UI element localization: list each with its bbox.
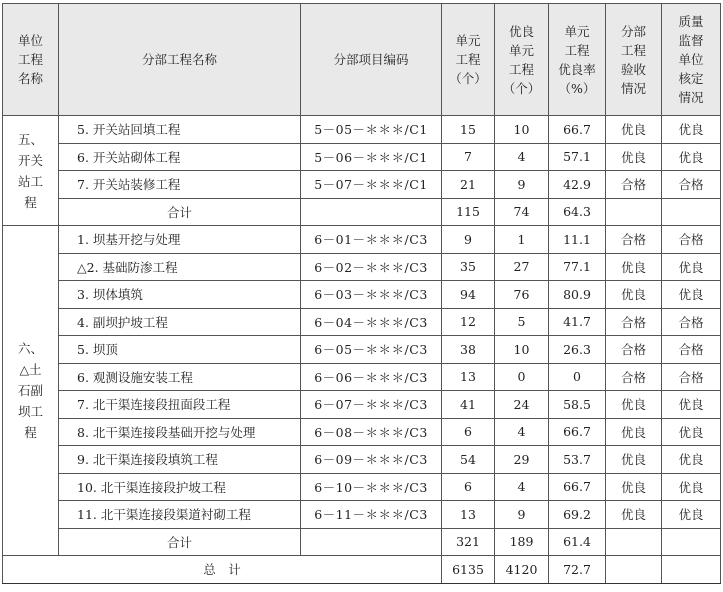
supervision: 合格 [662,336,721,364]
part-name: △2. 基础防渗工程 [59,253,301,281]
part-name: 9. 北干渠连接段填筑工程 [59,446,301,474]
supervision: 合格 [662,171,721,199]
header-part-code: 分部项目编码 [301,4,442,116]
good-rate: 57.1 [549,143,606,171]
good-count: 29 [495,446,549,474]
acceptance: 优良 [606,446,662,474]
supervision: 合格 [662,226,721,254]
subtotal-label: 合计 [59,198,301,226]
unit-count: 38 [442,336,495,364]
good-rate: 66.7 [549,418,606,446]
good-count: 24 [495,391,549,419]
header-good-count: 优良 单元 工程 （个） [495,4,549,116]
part-name: 5. 坝顶 [59,336,301,364]
total-row [3,556,721,584]
header-part-name: 分部工程名称 [59,4,301,116]
subtotal-label: 合计 [59,528,301,556]
acceptance: 优良 [606,143,662,171]
unit-count: 41 [442,391,495,419]
good-count: 4 [495,418,549,446]
part-code: 6－08－＊＊＊/C3 [301,418,442,446]
total-acceptance [606,556,662,584]
part-code: 6－06－＊＊＊/C3 [301,363,442,391]
supervision: 优良 [662,391,721,419]
unit-count: 12 [442,308,495,336]
subtotal-row [3,528,721,556]
part-name: 10. 北干渠连接段护坡工程 [59,473,301,501]
part-name: 7. 北干渠连接段扭面段工程 [59,391,301,419]
table-row [3,116,721,144]
unit-count: 54 [442,446,495,474]
acceptance: 合格 [606,363,662,391]
part-code: 5－05－＊＊＊/C1 [301,116,442,144]
unit-project-label: 五、 开关 站工 程 [17,131,43,210]
good-rate: 58.5 [549,391,606,419]
good-count: 76 [495,281,549,309]
good-rate: 69.2 [549,501,606,529]
acceptance: 合格 [606,336,662,364]
good-count: 4 [495,143,549,171]
total-count: 6135 [442,556,495,584]
good-rate: 41.7 [549,308,606,336]
header-good-rate: 单元 工程 优良率 （%） [549,4,606,116]
subtotal-good: 74 [495,198,549,226]
good-rate: 66.7 [549,473,606,501]
part-name: 8. 北干渠连接段基础开挖与处理 [59,418,301,446]
good-count: 27 [495,253,549,281]
part-code: 6－05－＊＊＊/C3 [301,336,442,364]
acceptance: 合格 [606,171,662,199]
header-unit-name: 单位 工程 名称 [3,4,59,116]
subtotal-code [301,528,442,556]
acceptance: 合格 [606,308,662,336]
unit-project-label: 六、 △土 石副 坝工 程 [17,341,43,440]
part-code: 6－07－＊＊＊/C3 [301,391,442,419]
part-name: 4. 副坝护坡工程 [59,308,301,336]
good-count: 5 [495,308,549,336]
subtotal-supervision [662,198,721,226]
unit-count: 13 [442,501,495,529]
good-count: 4 [495,473,549,501]
table-row [3,446,721,474]
good-rate: 80.9 [549,281,606,309]
table-row [3,391,721,419]
subtotal-rate: 64.3 [549,198,606,226]
supervision: 优良 [662,446,721,474]
good-count: 1 [495,226,549,254]
part-name: 6. 开关站砌体工程 [59,143,301,171]
unit-count: 7 [442,143,495,171]
part-name: 3. 坝体填筑 [59,281,301,309]
table-row [3,501,721,529]
part-name: 5. 开关站回填工程 [59,116,301,144]
acceptance: 优良 [606,116,662,144]
subtotal-count: 321 [442,528,495,556]
acceptance: 优良 [606,253,662,281]
header-row [3,4,721,116]
part-code: 6－09－＊＊＊/C3 [301,446,442,474]
part-code: 5－06－＊＊＊/C1 [301,143,442,171]
table-row [3,418,721,446]
unit-count: 35 [442,253,495,281]
header-supervision: 质量 监督 单位 核定 情况 [662,4,721,116]
total-supervision [662,556,721,584]
good-count: 0 [495,363,549,391]
subtotal-rate: 61.4 [549,528,606,556]
part-code: 6－02－＊＊＊/C3 [301,253,442,281]
subtotal-good: 189 [495,528,549,556]
part-name: 1. 坝基开挖与处理 [59,226,301,254]
unit-count: 13 [442,363,495,391]
good-count: 10 [495,116,549,144]
good-rate: 77.1 [549,253,606,281]
supervision: 优良 [662,281,721,309]
part-code: 6－10－＊＊＊/C3 [301,473,442,501]
total-good: 4120 [495,556,549,584]
unit-count: 6 [442,473,495,501]
good-rate: 26.3 [549,336,606,364]
subtotal-row [3,198,721,226]
supervision: 合格 [662,308,721,336]
good-rate: 53.7 [549,446,606,474]
subtotal-acceptance [606,198,662,226]
unit-count: 6 [442,418,495,446]
table-row [3,226,721,254]
table-row [3,308,721,336]
supervision: 合格 [662,363,721,391]
acceptance: 优良 [606,501,662,529]
good-rate: 42.9 [549,171,606,199]
supervision: 优良 [662,501,721,529]
subtotal-code [301,198,442,226]
subtotal-count: 115 [442,198,495,226]
header-acceptance: 分部 工程 验收 情况 [606,4,662,116]
supervision: 优良 [662,143,721,171]
supervision: 优良 [662,116,721,144]
good-rate: 66.7 [549,116,606,144]
supervision: 优良 [662,473,721,501]
good-count: 9 [495,501,549,529]
good-rate: 11.1 [549,226,606,254]
supervision: 优良 [662,253,721,281]
total-rate: 72.7 [549,556,606,584]
part-code: 6－03－＊＊＊/C3 [301,281,442,309]
part-code: 6－01－＊＊＊/C3 [301,226,442,254]
acceptance: 优良 [606,391,662,419]
quality-summary-table [2,3,721,584]
table-row [3,171,721,199]
good-count: 9 [495,171,549,199]
table-row [3,473,721,501]
unit-count: 21 [442,171,495,199]
table-row [3,363,721,391]
table-row [3,143,721,171]
part-name: 6. 观测设施安装工程 [59,363,301,391]
table-row [3,281,721,309]
part-name: 7. 开关站装修工程 [59,171,301,199]
good-rate: 0 [549,363,606,391]
unit-count: 9 [442,226,495,254]
acceptance: 合格 [606,226,662,254]
acceptance: 优良 [606,473,662,501]
unit-project-name [3,116,59,226]
unit-project-name [3,226,59,556]
table-row [3,336,721,364]
good-count: 10 [495,336,549,364]
unit-count: 15 [442,116,495,144]
part-name: 11. 北干渠连接段渠道衬砌工程 [59,501,301,529]
total-label: 总 计 [3,556,442,584]
unit-count: 94 [442,281,495,309]
table-body [3,116,721,584]
part-code: 6－04－＊＊＊/C3 [301,308,442,336]
part-code: 6－11－＊＊＊/C3 [301,501,442,529]
header-unit-count: 单元 工程 （个） [442,4,495,116]
subtotal-acceptance [606,528,662,556]
supervision: 优良 [662,418,721,446]
subtotal-supervision [662,528,721,556]
part-code: 5－07－＊＊＊/C1 [301,171,442,199]
acceptance: 优良 [606,418,662,446]
table-row [3,253,721,281]
acceptance: 优良 [606,281,662,309]
